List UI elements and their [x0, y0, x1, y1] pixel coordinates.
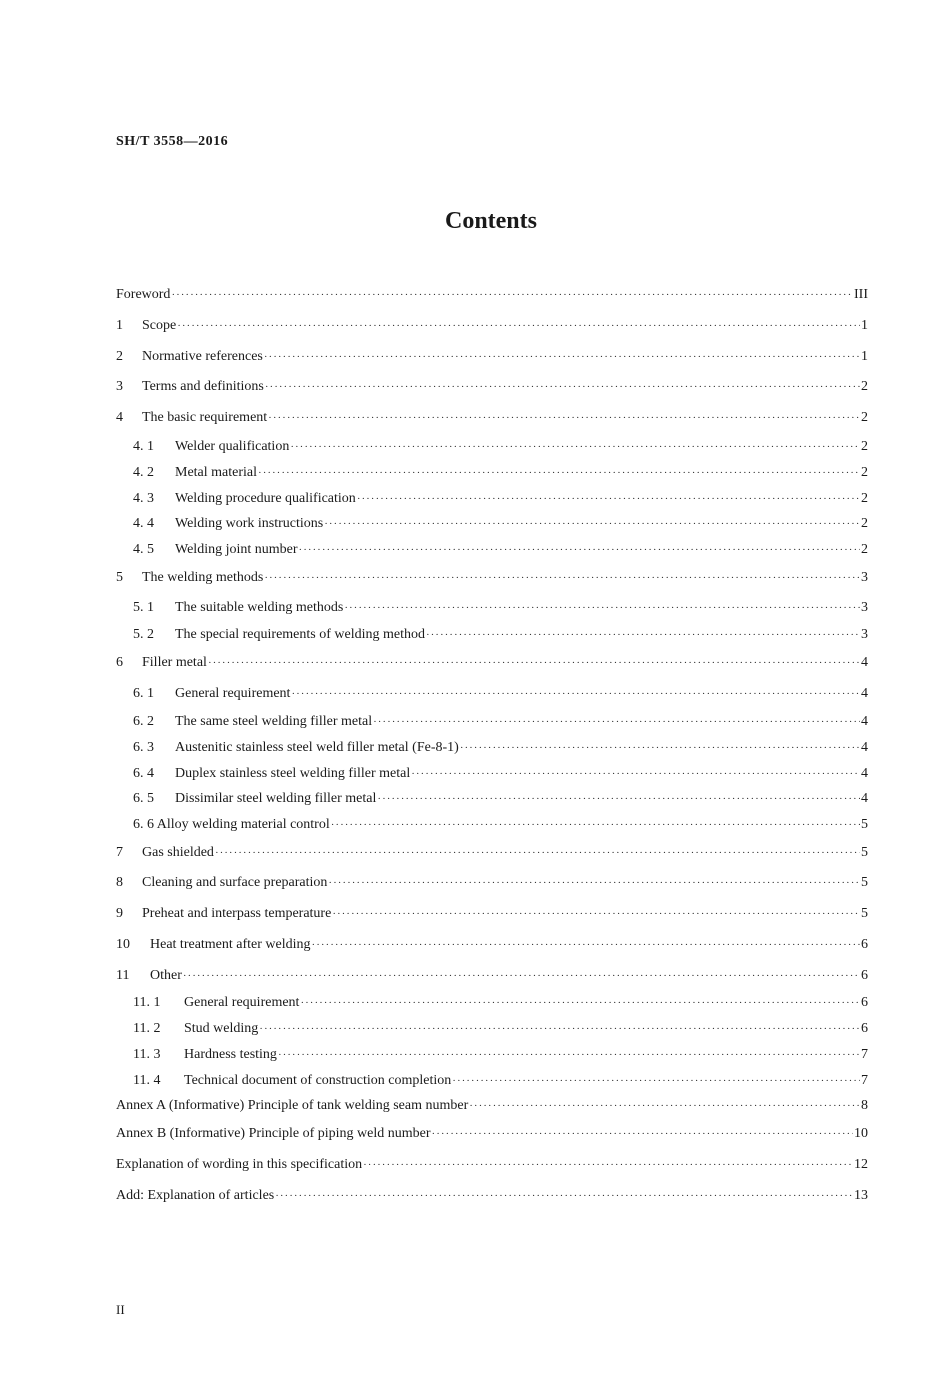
- toc-entry-page: 2: [861, 379, 868, 394]
- toc-leader-dots: [469, 1094, 860, 1119]
- toc-leader-dots: [259, 1016, 860, 1042]
- toc-leader-dots: [411, 761, 860, 787]
- toc-entry-label: Cleaning and surface preparation: [142, 875, 328, 890]
- toc-leader-dots: [177, 311, 860, 342]
- toc-leader-dots: [331, 812, 860, 838]
- toc-entry-label: The welding methods: [142, 570, 264, 585]
- toc-entry[interactable]: [116, 403, 868, 434]
- toc-leader-dots: [171, 280, 853, 311]
- document-code: SH/T 3558—2016: [116, 134, 229, 149]
- toc-entry-label: General requirement: [175, 686, 291, 701]
- toc-entry[interactable]: [116, 622, 868, 648]
- toc-leader-dots: [215, 838, 860, 868]
- toc-entry[interactable]: [116, 486, 868, 512]
- toc-leader-dots: [432, 1119, 853, 1150]
- toc-entry-number: 3: [116, 379, 123, 394]
- toc-entry-page: 1: [861, 318, 868, 333]
- toc-leader-dots: [332, 899, 860, 930]
- toc-entry-page: III: [854, 287, 868, 302]
- table-of-contents: [116, 280, 868, 1212]
- toc-entry-label: The suitable welding methods: [175, 600, 344, 615]
- toc-entry-number: 6. 5: [133, 791, 154, 806]
- toc-entry-page: 5: [861, 875, 868, 890]
- toc-entry-label: 6. 6 Alloy welding material control: [133, 817, 330, 832]
- toc-entry[interactable]: [116, 563, 868, 594]
- toc-leader-dots: [460, 735, 860, 761]
- page-number: II: [116, 1302, 125, 1317]
- toc-entry-label: Annex A (Informative) Principle of tank welding seam number: [116, 1098, 469, 1113]
- toc-leader-dots: [452, 1068, 860, 1094]
- toc-entry-page: 6: [861, 937, 868, 952]
- toc-entry[interactable]: [116, 372, 868, 403]
- toc-entry-label: Metal material: [175, 465, 258, 480]
- toc-entry[interactable]: [116, 280, 868, 311]
- toc-entry[interactable]: [116, 1016, 868, 1042]
- toc-entry-number: 5. 2: [133, 627, 154, 642]
- toc-entry-label: The same steel welding filler metal: [175, 714, 373, 729]
- toc-entry-label: Explanation of wording in this specification: [116, 1157, 363, 1172]
- toc-leader-dots: [275, 1181, 853, 1212]
- toc-leader-dots: [300, 991, 860, 1016]
- toc-entry[interactable]: [116, 899, 868, 930]
- toc-entry-page: 10: [854, 1126, 868, 1141]
- toc-entry[interactable]: [116, 868, 868, 899]
- toc-leader-dots: [363, 1150, 853, 1181]
- toc-entry-label: Hardness testing: [184, 1047, 277, 1062]
- toc-leader-dots: [258, 461, 860, 486]
- toc-entry-number: 11. 3: [133, 1047, 161, 1062]
- toc-entry[interactable]: [116, 537, 868, 563]
- toc-entry-page: 5: [861, 817, 868, 832]
- toc-entry[interactable]: [116, 787, 868, 812]
- toc-entry-label: The basic requirement: [142, 410, 268, 425]
- toc-entry-number: 1: [116, 318, 123, 333]
- toc-leader-dots: [357, 486, 860, 512]
- toc-entry[interactable]: [116, 434, 868, 461]
- toc-entry-page: 8: [861, 1098, 868, 1113]
- toc-leader-dots: [278, 1042, 860, 1068]
- toc-entry-page: 6: [861, 995, 868, 1010]
- toc-entry[interactable]: [116, 838, 868, 868]
- toc-entry-page: 4: [861, 655, 868, 670]
- toc-leader-dots: [291, 679, 860, 709]
- toc-entry[interactable]: [116, 1068, 868, 1094]
- page-title: Contents: [444, 208, 537, 234]
- toc-entry-label: Filler metal: [142, 655, 207, 670]
- toc-leader-dots: [268, 403, 860, 434]
- toc-entry-label: Dissimilar steel welding filler metal: [175, 791, 377, 806]
- toc-entry-label: Preheat and interpass temperature: [142, 906, 332, 921]
- toc-leader-dots: [344, 594, 860, 622]
- toc-leader-dots: [264, 342, 860, 372]
- toc-entry-page: 2: [861, 410, 868, 425]
- toc-entry-number: 6. 1: [133, 686, 154, 701]
- toc-entry[interactable]: [116, 1042, 868, 1068]
- toc-entry-number: 6: [116, 655, 123, 670]
- toc-leader-dots: [183, 961, 860, 991]
- toc-entry[interactable]: [116, 594, 868, 622]
- toc-entry-label: Austenitic stainless steel weld filler metal (Fe-8-1): [175, 740, 459, 755]
- toc-entry[interactable]: [116, 1150, 868, 1181]
- toc-leader-dots: [324, 512, 860, 537]
- toc-entry-page: 7: [861, 1047, 868, 1062]
- toc-entry-label: Duplex stainless steel welding filler metal: [175, 766, 411, 781]
- toc-entry-number: 4. 2: [133, 465, 154, 480]
- toc-entry-label: General requirement: [184, 995, 300, 1010]
- toc-entry-number: 4. 3: [133, 491, 154, 506]
- toc-entry-label: Welding joint number: [175, 542, 298, 557]
- toc-entry[interactable]: [116, 961, 868, 991]
- toc-entry-page: 4: [861, 791, 868, 806]
- toc-entry-number: 11. 2: [133, 1021, 161, 1036]
- toc-entry[interactable]: [116, 648, 868, 679]
- toc-entry-number: 4. 5: [133, 542, 154, 557]
- toc-leader-dots: [290, 434, 860, 461]
- toc-entry-label: Scope: [142, 318, 177, 333]
- toc-entry-label: Normative references: [142, 349, 263, 364]
- toc-entry-page: 5: [861, 845, 868, 860]
- toc-entry-page: 3: [861, 570, 868, 585]
- toc-entry[interactable]: [116, 1181, 868, 1212]
- toc-leader-dots: [426, 622, 860, 648]
- toc-entry[interactable]: [116, 991, 868, 1016]
- toc-entry-page: 7: [861, 1073, 868, 1088]
- toc-leader-dots: [265, 372, 860, 403]
- toc-entry[interactable]: [116, 461, 868, 486]
- toc-entry-page: 4: [861, 766, 868, 781]
- toc-entry-label: Stud welding: [184, 1021, 259, 1036]
- toc-entry-number: 6. 4: [133, 766, 154, 781]
- toc-entry-page: 3: [861, 600, 868, 615]
- toc-entry-number: 4: [116, 410, 123, 425]
- toc-entry-number: 2: [116, 349, 123, 364]
- toc-entry[interactable]: [116, 930, 868, 961]
- toc-leader-dots: [328, 868, 860, 899]
- toc-entry-page: 5: [861, 906, 868, 921]
- toc-entry-number: 5. 1: [133, 600, 154, 615]
- toc-entry-number: 7: [116, 845, 123, 860]
- toc-entry-page: 6: [861, 1021, 868, 1036]
- toc-entry-label: Annex B (Informative) Principle of piping weld number: [116, 1126, 431, 1141]
- toc-entry-page: 6: [861, 968, 868, 983]
- toc-entry-number: 4. 1: [133, 439, 154, 454]
- toc-entry-page: 1: [861, 349, 868, 364]
- toc-entry[interactable]: [116, 512, 868, 537]
- toc-entry-label: Other: [150, 968, 182, 983]
- toc-entry-label: Heat treatment after welding: [150, 937, 311, 952]
- toc-entry[interactable]: [116, 1119, 868, 1150]
- toc-entry-label: The special requirements of welding method: [175, 627, 425, 642]
- toc-entry-page: 2: [861, 491, 868, 506]
- toc-entry-number: 8: [116, 875, 123, 890]
- toc-entry-number: 9: [116, 906, 123, 921]
- toc-entry-page: 4: [861, 740, 868, 755]
- toc-entry-label: Foreword: [116, 287, 171, 302]
- toc-entry-label: Welder qualification: [175, 439, 290, 454]
- toc-entry-page: 2: [861, 516, 868, 531]
- toc-entry-label: Welding procedure qualification: [175, 491, 356, 506]
- toc-entry[interactable]: [116, 1094, 868, 1119]
- toc-leader-dots: [312, 930, 860, 961]
- toc-entry[interactable]: [116, 735, 868, 761]
- toc-entry-number: 6. 3: [133, 740, 154, 755]
- toc-entry-page: 12: [854, 1157, 868, 1172]
- toc-leader-dots: [264, 563, 860, 594]
- toc-entry-label: Welding work instructions: [175, 516, 324, 531]
- toc-entry[interactable]: [116, 342, 868, 372]
- toc-entry-number: 5: [116, 570, 123, 585]
- toc-entry-page: 2: [861, 542, 868, 557]
- toc-entry-number: 11. 1: [133, 995, 161, 1010]
- toc-entry-number: 6. 2: [133, 714, 154, 729]
- toc-leader-dots: [373, 709, 860, 735]
- toc-entry-label: Terms and definitions: [142, 379, 264, 394]
- toc-entry[interactable]: [116, 812, 868, 838]
- toc-leader-dots: [299, 537, 860, 563]
- toc-leader-dots: [377, 787, 860, 812]
- toc-entry-page: 13: [854, 1188, 868, 1203]
- toc-entry-page: 2: [861, 465, 868, 480]
- toc-entry[interactable]: [116, 311, 868, 342]
- toc-entry-number: 4. 4: [133, 516, 154, 531]
- toc-entry[interactable]: [116, 679, 868, 709]
- toc-entry-page: 4: [861, 714, 868, 729]
- toc-entry[interactable]: [116, 709, 868, 735]
- toc-entry-page: 3: [861, 627, 868, 642]
- toc-entry-page: 4: [861, 686, 868, 701]
- toc-entry-number: 10: [116, 937, 130, 952]
- toc-entry-number: 11: [116, 968, 130, 983]
- toc-entry[interactable]: [116, 761, 868, 787]
- toc-entry-label: Technical document of construction completion: [184, 1073, 452, 1088]
- toc-leader-dots: [208, 648, 860, 679]
- toc-entry-label: Gas shielded: [142, 845, 214, 860]
- toc-entry-label: Add: Explanation of articles: [116, 1188, 275, 1203]
- toc-entry-page: 2: [861, 439, 868, 454]
- toc-entry-number: 11. 4: [133, 1073, 161, 1088]
